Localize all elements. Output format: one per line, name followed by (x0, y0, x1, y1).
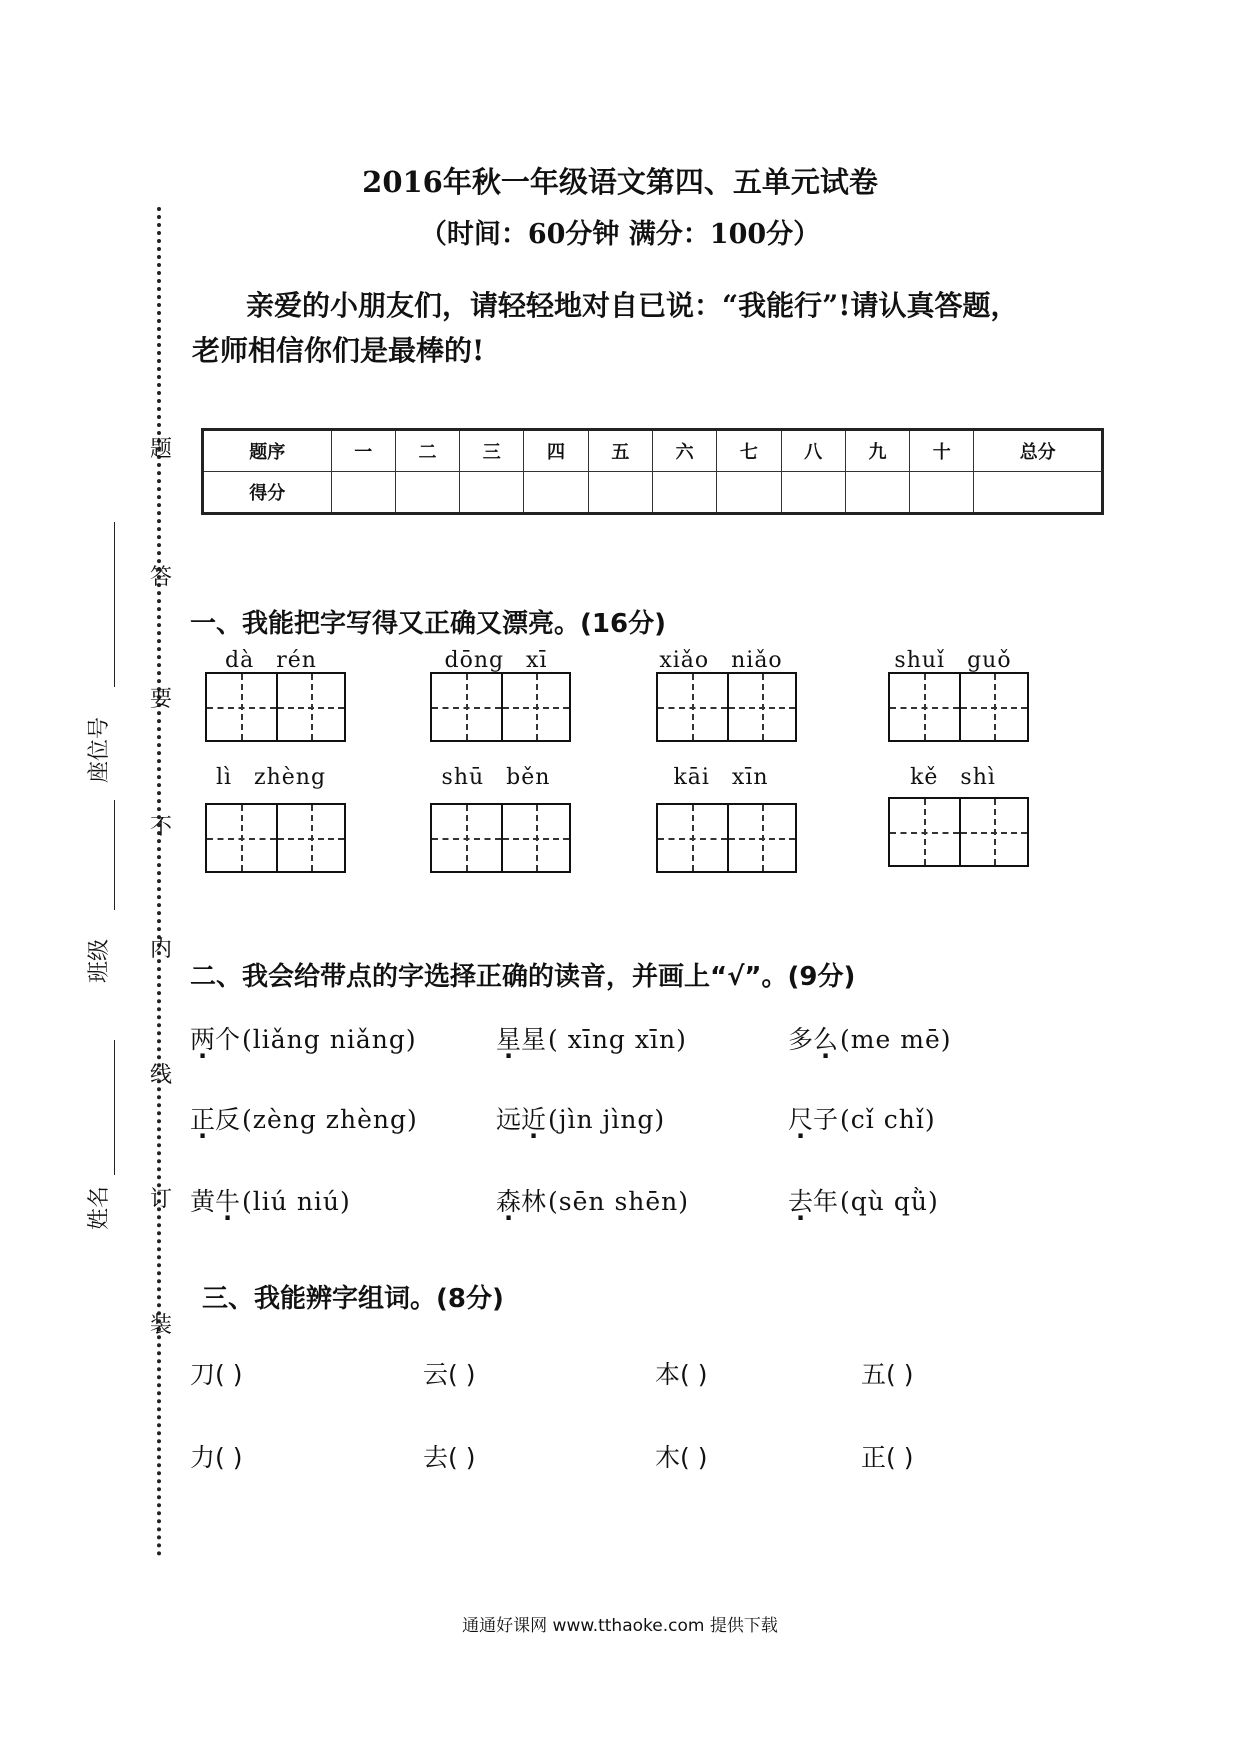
word-char: 年 (813, 1187, 839, 1216)
score-cell[interactable] (460, 472, 524, 514)
reading-item[interactable] (496, 1182, 689, 1218)
word-char: 黄 (190, 1187, 216, 1216)
class-line[interactable] (114, 800, 115, 910)
score-header-cell: 六 (652, 430, 716, 472)
reading-item[interactable] (788, 1182, 939, 1218)
score-row-label: 得分 (203, 472, 332, 514)
score-header-cell: 八 (781, 430, 845, 472)
pinyin-label: dà rén (225, 648, 317, 673)
name-line[interactable] (114, 1040, 115, 1175)
pinyin-label: dōng xī (444, 648, 548, 673)
exam-title: 2016年秋一年级语文第四、五单元试卷 (362, 165, 878, 199)
writing-grid[interactable] (205, 803, 346, 873)
dotted-char: 尺 (788, 1105, 814, 1134)
seat-number-label: 座位号 (87, 716, 112, 783)
word-blank[interactable]: 正( ) (861, 1443, 914, 1472)
pinyin-options: (jìn jìng) (548, 1105, 666, 1134)
binding-char: 装 (149, 1313, 172, 1338)
reading-item[interactable] (190, 1020, 417, 1056)
word-char: 林 (521, 1187, 547, 1216)
word-blank[interactable]: 力( ) (190, 1443, 243, 1472)
binding-char: 答 (149, 565, 172, 590)
writing-grid[interactable] (656, 672, 797, 742)
word-blank[interactable]: 云( ) (423, 1360, 476, 1389)
score-cell[interactable] (395, 472, 459, 514)
reading-item[interactable] (496, 1020, 687, 1056)
score-table-header-row (203, 430, 1103, 472)
name-label: 姓名 (87, 1185, 112, 1230)
pinyin-options: (cǐ chǐ) (840, 1105, 936, 1134)
score-header-cell: 二 (395, 430, 459, 472)
score-header-cell: 题序 (203, 430, 332, 472)
pinyin-label: lì zhèng (215, 765, 327, 790)
writing-grid[interactable] (888, 797, 1029, 867)
binding-char: 内 (149, 937, 172, 962)
dotted-char: 两 (190, 1025, 216, 1054)
dotted-char: 星 (496, 1025, 522, 1054)
score-header-cell: 总分 (974, 430, 1103, 472)
seat-number-line[interactable] (114, 522, 115, 687)
word-blank[interactable]: 本( ) (655, 1360, 708, 1389)
writing-grid[interactable] (888, 672, 1029, 742)
pinyin-options: (sēn shēn) (548, 1187, 690, 1216)
word-blank[interactable]: 去( ) (423, 1443, 476, 1472)
score-table-score-row (203, 472, 1103, 514)
reading-item[interactable] (190, 1182, 351, 1218)
binding-char: 题 (149, 437, 172, 462)
word-blank[interactable]: 五( ) (861, 1360, 914, 1389)
score-cell[interactable] (974, 472, 1103, 514)
score-header-cell: 一 (331, 430, 395, 472)
score-cell[interactable] (845, 472, 909, 514)
pinyin-options: ( xīng xīn) (548, 1025, 687, 1054)
binding-char: 要 (149, 687, 172, 712)
intro-line-2: 老师相信你们是最棒的! (192, 334, 485, 367)
word-char: 反 (215, 1105, 241, 1134)
word-char: 星 (521, 1025, 547, 1054)
word-blank[interactable]: 木( ) (655, 1443, 708, 1472)
pinyin-options: (me mē) (840, 1025, 952, 1054)
binding-char: 订 (149, 1187, 172, 1212)
section-1-heading: 一、我能把字写得又正确又漂亮。(16分) (190, 609, 666, 639)
score-header-cell: 七 (717, 430, 781, 472)
binding-dotted-line (157, 207, 161, 1557)
score-cell[interactable] (524, 472, 588, 514)
score-header-cell: 三 (460, 430, 524, 472)
pinyin-label: kāi xīn (673, 765, 769, 790)
binding-char: 不 (149, 815, 172, 840)
dotted-char: 么 (813, 1025, 839, 1054)
pinyin-label: shuǐ guǒ (894, 648, 1012, 673)
pinyin-label: xiǎo niǎo (659, 648, 783, 673)
dotted-char: 近 (521, 1105, 547, 1134)
pinyin-options: (qù qǜ) (840, 1187, 939, 1216)
writing-grid[interactable] (430, 672, 571, 742)
binding-char: 线 (149, 1063, 172, 1088)
dotted-char: 森 (496, 1187, 522, 1216)
pinyin-label: kě shì (910, 765, 996, 790)
score-header-cell: 四 (524, 430, 588, 472)
intro-line-1: 亲爱的小朋友们，请轻轻地对自已说：“我能行”!请认真答题， (246, 289, 1019, 322)
score-cell[interactable] (717, 472, 781, 514)
dotted-char: 牛 (215, 1187, 241, 1216)
word-char: 子 (813, 1105, 839, 1134)
section-2-heading: 二、我会给带点的字选择正确的读音，并画上“√”。(9分) (190, 962, 856, 992)
footer-credit: 通通好课网 www.tthaoke.com 提供下载 (462, 1616, 778, 1636)
reading-item[interactable] (788, 1020, 952, 1056)
reading-item[interactable] (190, 1100, 418, 1136)
score-table (201, 428, 1104, 515)
word-char: 远 (496, 1105, 522, 1134)
reading-item[interactable] (496, 1100, 665, 1136)
pinyin-label: shū běn (441, 765, 551, 790)
word-char: 个 (215, 1025, 241, 1054)
exam-subtitle: （时间：60分钟 满分：100分） (419, 219, 821, 250)
pinyin-options: (zèng zhèng) (242, 1105, 418, 1134)
class-label: 班级 (87, 938, 112, 983)
writing-grid[interactable] (430, 803, 571, 873)
score-cell[interactable] (588, 472, 652, 514)
writing-grid[interactable] (656, 803, 797, 873)
word-blank[interactable]: 刀( ) (190, 1360, 243, 1389)
dotted-char: 正 (190, 1105, 216, 1134)
dotted-char: 去 (788, 1187, 814, 1216)
score-cell[interactable] (910, 472, 974, 514)
writing-grid[interactable] (205, 672, 346, 742)
section-3-heading: 三、我能辨字组词。(8分) (202, 1284, 504, 1314)
score-header-cell: 五 (588, 430, 652, 472)
score-header-cell: 九 (845, 430, 909, 472)
pinyin-options: (liǎng niǎng) (242, 1025, 417, 1054)
score-cell[interactable] (652, 472, 716, 514)
score-header-cell: 十 (910, 430, 974, 472)
score-cell[interactable] (331, 472, 395, 514)
score-cell[interactable] (781, 472, 845, 514)
pinyin-options: (liú niú) (242, 1187, 351, 1216)
word-char: 多 (788, 1025, 814, 1054)
reading-item[interactable] (788, 1100, 936, 1136)
